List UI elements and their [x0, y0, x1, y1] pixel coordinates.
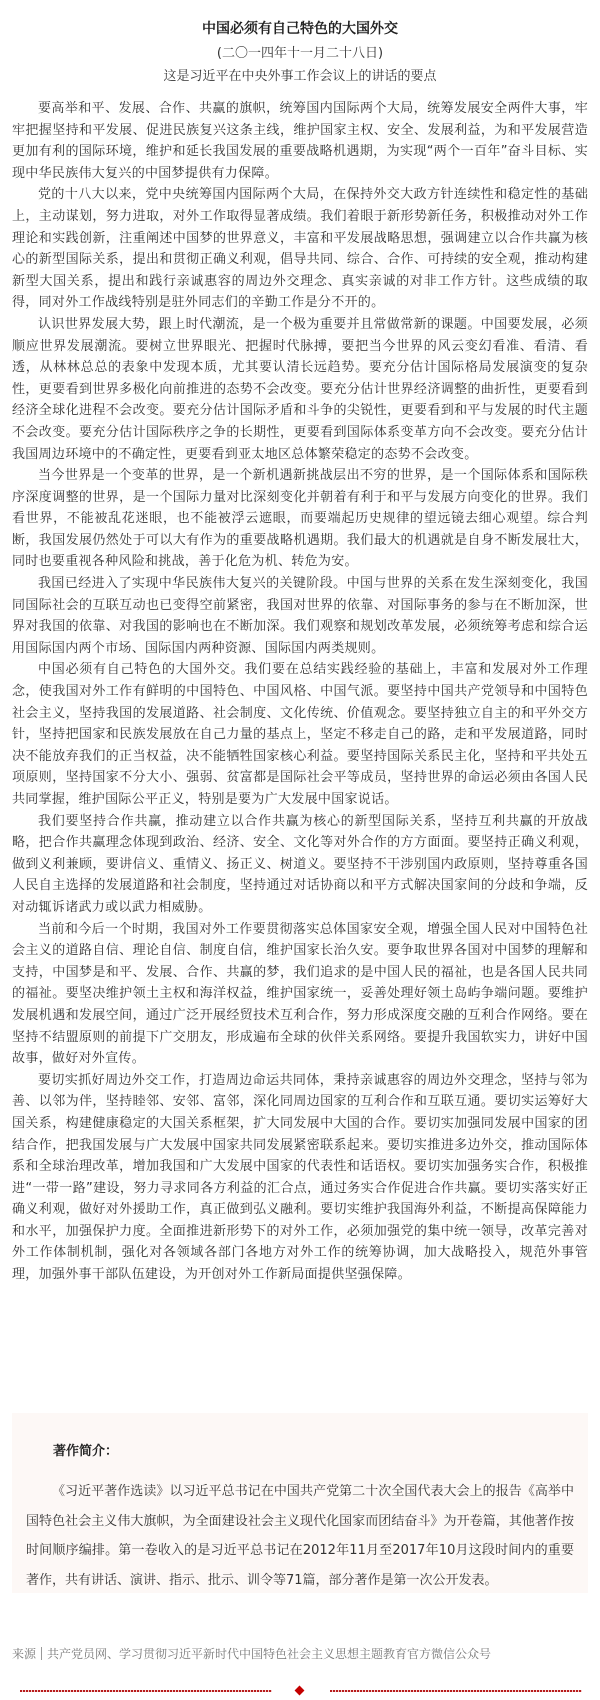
article-subtitle: 这是习近平在中央外事工作会议上的讲话的要点 — [163, 69, 437, 84]
paragraph: 认识世界发展大势，跟上时代潮流，是一个极为重要并且常做常新的课题。中国要发展，必须顺应世界发展潮流。要树立世界眼光、把握时代脉搏，要把当今世界的风云变幻看准、看清、看透，从林林总总的表象中发现本质，尤其要认清长远趋势。要充分估计国际格局发展演变的复杂性，更要看到世界多极化向前推进的态势不会改变。要充分估计世界经济调整的曲折性，更要看到经济全球化进程不会改变。要充分估计国际矛盾和斗争的尖锐性，更要看到和平与发展的时代主题不会改变。要充分估计国际秩序之争的长期性，更要看到国际体系变革方向不会改变。要充分估计我国周边环境中的不确定性，更要看到亚太地区总体繁荣稳定的态势不会改变。 — [12, 316, 588, 462]
source-label: 来源 — [12, 1647, 37, 1661]
article-title: 中国必须有自己特色的大国外交 — [202, 21, 398, 37]
paragraph: 我国已经进入了实现中华民族伟大复兴的关键阶段。中国与世界的关系在发生深刻变化，我国同国际社会的互联互动也已变得空前紧密，我国对世界的依靠、对国际事务的参与在不断加深，世界对我国的依靠、对我国的影响也在不断加深。我们观察和规划改革发展，必须统筹考虑和综合运用国际国内两个市场、国际国内两种资源、国际国内两类规则。 — [12, 576, 588, 656]
paragraph: 中国必须有自己特色的大国外交。我们要在总结实践经验的基础上，丰富和发展对外工作理念，使我国对外工作有鲜明的中国特色、中国风格、中国气派。要坚持中国共产党领导和中国特色社会主义，坚持我国的发展道路、社会制度、文化传统、价值观念。要坚持独立自主的和平外交方针，坚持把国家和民族发展放在自己力量的基点上，坚定不移走自己的路，走和平发展道路，同时决不能放弃我们的正当权益，决不能牺牲国家核心利益。要坚持国际关系民主化，坚持和平共处五项原则，坚持国家不分大小、强弱、贫富都是国际社会平等成员，坚持世界的命运必须由各国人民共同掌握，维护国际公平正义，特别是要为广大发展中国家说话。 — [12, 662, 588, 807]
paragraph: 当今世界是一个变革的世界，是一个新机遇新挑战层出不穷的世界，是一个国际体系和国际秩序深度调整的世界，是一个国际力量对比深刻变化并朝着有利于和平与发展方向变化的世界。我们看世界，不能被乱花迷眼，也不能被浮云遮眼，而要端起历史规律的望远镜去细心观望。综合判断，我国发展仍然处于可以大有作为的重要战略机遇期。我们最大的机遇就是自身不断发展壮大，同时也要重视各种风险和挑战，善于化危为机、转危为安。 — [12, 468, 588, 570]
source-text: 共产党员网、学习贯彻习近平新时代中国特色社会主义思想主题教育官方微信公众号 — [47, 1647, 492, 1661]
footer-divider — [20, 1687, 582, 1695]
article-body — [12, 98, 588, 1286]
article-header — [0, 18, 600, 88]
book-intro-box — [12, 1413, 588, 1593]
paragraph: 当前和今后一个时期，我国对外工作要贯彻落实总体国家安全观，增强全国人民对中国特色社会主义的道路自信、理论自信、制度自信，维护国家长治久安。要争取世界各国对中国梦的理解和支持，中国梦是和平、发展、合作、共赢的梦，我们追求的是中国人民的福祉，也是各国人民共同的福祉。要坚决维护领土主权和海洋权益，维护国家统一，妥善处理好领土岛屿争端问题。要维护发展机遇和发展空间，通过广泛开展经贸技术互利合作，努力形成深度交融的互利合作网络。要在坚持不结盟原则的前提下广交朋友，形成遍布全球的伙伴关系网络。要提升我国软实力，讲好中国故事，做好对外宣传。 — [12, 921, 588, 1067]
paragraph: 我们要坚持合作共赢，推动建立以合作共赢为核心的新型国际关系，坚持互利共赢的开放战略，把合作共赢理念体现到政治、经济、安全、文化等对外合作的方方面面。要坚持正确义利观，做到义利兼顾，要讲信义、重情义、扬正义、树道义。要坚持不干涉别国内政原则，坚持尊重各国人民自主选择的发展道路和社会制度，坚持通过对话协商以和平方式解决国家间的分歧和争端，反对动辄诉诸武力或以武力相威胁。 — [12, 813, 588, 915]
source-separator — [41, 1647, 42, 1660]
book-intro-text: 《习近平著作选读》以习近平总书记在中国共产党第二十次全国代表大会上的报告《高举中国特色社会主义伟大旗帜，为全面建设社会主义现代化国家而团结奋斗》为开卷篇，其他著作按时间顺序编排。第一卷收入的是习近平总书记在2012年11月至2017年10月这段时间内的重要著作，共有讲话、演讲、指示、批示、训令等71篇，部分著作是第一次公开发表。 — [26, 1484, 574, 1588]
divider-line-left — [20, 1690, 272, 1692]
article-date: (二〇一四年十一月二十八日) — [216, 46, 384, 61]
diamond-icon — [295, 1686, 305, 1696]
source-line — [12, 1645, 491, 1662]
paragraph: 要切实抓好周边外交工作，打造周边命运共同体，秉持亲诚惠容的周边外交理念，坚持与邻为善、以邻为伴，坚持睦邻、安邻、富邻，深化同周边国家的互利合作和互联互通。要切实运筹好大国关系，构建健康稳定的大国关系框架，扩大同发展中大国的合作。要切实加强同发展中国家的团结合作，把我国发展与广大发展中国家共同发展紧密联系起来。要切实推进多边外交，推动国际体系和全球治理改革，增加我国和广大发展中国家的代表性和话语权。要切实加强务实合作，积极推进“一带一路”建设，努力寻求同各方利益的汇合点，通过务实合作促进合作共赢。要切实落实好正确义利观，做好对外援助工作，真正做到弘义融利。要切实维护我国海外利益，不断提高保障能力和水平，加强保护力度。全面推进新形势下的对外工作，必须加强党的集中统一领导，改革完善对外工作体制机制，强化对各领域各部门各地方对外工作的统筹协调，加大战略投入，规范外事管理，加强外事干部队伍建设，为开创对外工作新局面提供坚强保障。 — [12, 1072, 588, 1283]
paragraph: 党的十八大以来，党中央统筹国内国际两个大局，在保持外交大政方针连续性和稳定性的基础上，主动谋划，努力进取，对外工作取得显著成绩。我们着眼于新形势新任务，积极推动对外工作理论和实践创新，注重阐述中国梦的世界意义，丰富和平发展战略思想，强调建立以合作共赢为核心的新型国际关系，提出和贯彻正确义利观，倡导共同、综合、合作、可持续的安全观，推动构建新型大国关系，提出和践行亲诚惠容的周边外交理念、真实亲诚的对非工作方针。这些成绩的取得，同对外工作战线特别是驻外同志们的辛勤工作是分不开的。 — [12, 187, 588, 311]
paragraph: 要高举和平、发展、合作、共赢的旗帜，统筹国内国际两个大局，统筹发展安全两件大事，牢牢把握坚持和平发展、促进民族复兴这条主线，维护国家主权、安全、发展利益，为和平发展营造更加有利的国际环境，维护和延长我国发展的重要战略机遇期，为实现“两个一百年”奋斗目标、实现中华民族伟大复兴的中国梦提供有力保障。 — [12, 101, 588, 181]
divider-line-right — [330, 1690, 582, 1692]
book-intro-heading: 著作简介： — [53, 1444, 119, 1459]
